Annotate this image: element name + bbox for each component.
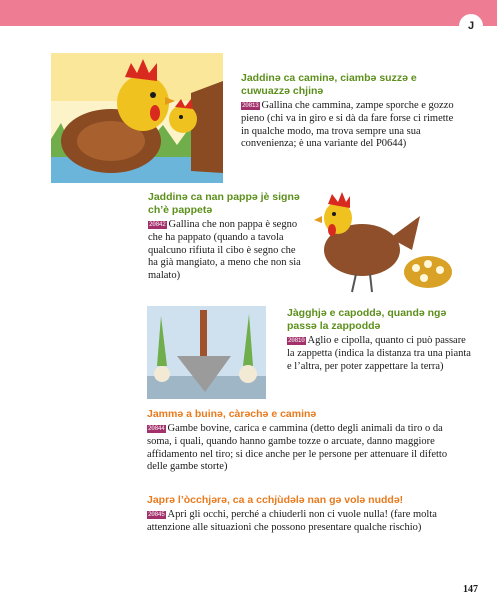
- entry-5-code-badge: 20845: [148, 511, 165, 518]
- top-color-band: [0, 0, 497, 26]
- entry-5-body: [147, 509, 453, 535]
- entry-3-title: Jàgghjə e capoddə, quandə ngə passə la zappoddə: [287, 307, 447, 332]
- entry-1-body: [241, 100, 459, 151]
- entry-1-title: Jaddinə ca caminə, ciambə suzzə e cuwuazzə chjinə: [241, 72, 417, 97]
- section-letter-tab: J: [459, 14, 483, 38]
- page-number: 147: [463, 584, 478, 595]
- entry-4-title: Jammə a buinə, càrəchə e caminə: [147, 408, 317, 420]
- entry-5-text: Apri gli occhi, perché a chiuderli non ci vuole nulla! (fare molta attenzione alle situazioni che possono presentare qualche rischio): [147, 509, 437, 533]
- entry-3: [287, 307, 473, 373]
- entry-2-body: [148, 219, 306, 283]
- entry-3-body: [287, 335, 473, 373]
- entry-4-code-badge: 20844: [148, 425, 165, 432]
- entry-4-text: Gambe bovine, carica e cammina (detto degli animali da tiro o da soma, i quali, quando hanno gambe tozze o arcuate, danno maggiore affidamento nel tiro; si dice anche per le persone per attenuare il difetto delle gambe storte): [147, 423, 448, 473]
- entry-1: [241, 72, 459, 151]
- entry-2-title: Jaddinə ca nan pappə jè signə ch’è pappetə: [148, 191, 300, 216]
- entry-4: [147, 408, 453, 474]
- entry-2: [148, 191, 306, 283]
- entry-2-code-badge: 20842: [149, 221, 166, 228]
- hen-basket-drawing: [312, 186, 454, 296]
- entry-5: [147, 494, 453, 535]
- entry-1-text: Gallina che cammina, zampe sporche e gozzo pieno (chi va in giro e si dà da fare forse ci rimette in qualche modo, ma trova sempre una sua convenienza; è una variante del P0644): [241, 100, 454, 150]
- entry-2-text: Gallina che non pappa è segno che ha pappato (quando a tavola qualcuno rifiuta il cibo è segno che ha già mangiato, a meno che non sia malato): [148, 219, 301, 282]
- hens-drawing: [51, 53, 223, 183]
- entry-4-body: [147, 423, 453, 474]
- entry-1-code-badge: 20813: [242, 102, 259, 109]
- entry-3-code-badge: 20810: [288, 337, 305, 344]
- garlic-onion-hoe-drawing: [147, 306, 266, 399]
- entry-5-title: Japrə l’òcchjərə, ca a cchjùdələ nan gə volə nuddə!: [147, 494, 404, 506]
- entry-3-text: Aglio e cipolla, quanto ci può passare la zappetta (indica la distanza tra una pianta e l’altra, per poter zappettare la terra): [287, 335, 471, 372]
